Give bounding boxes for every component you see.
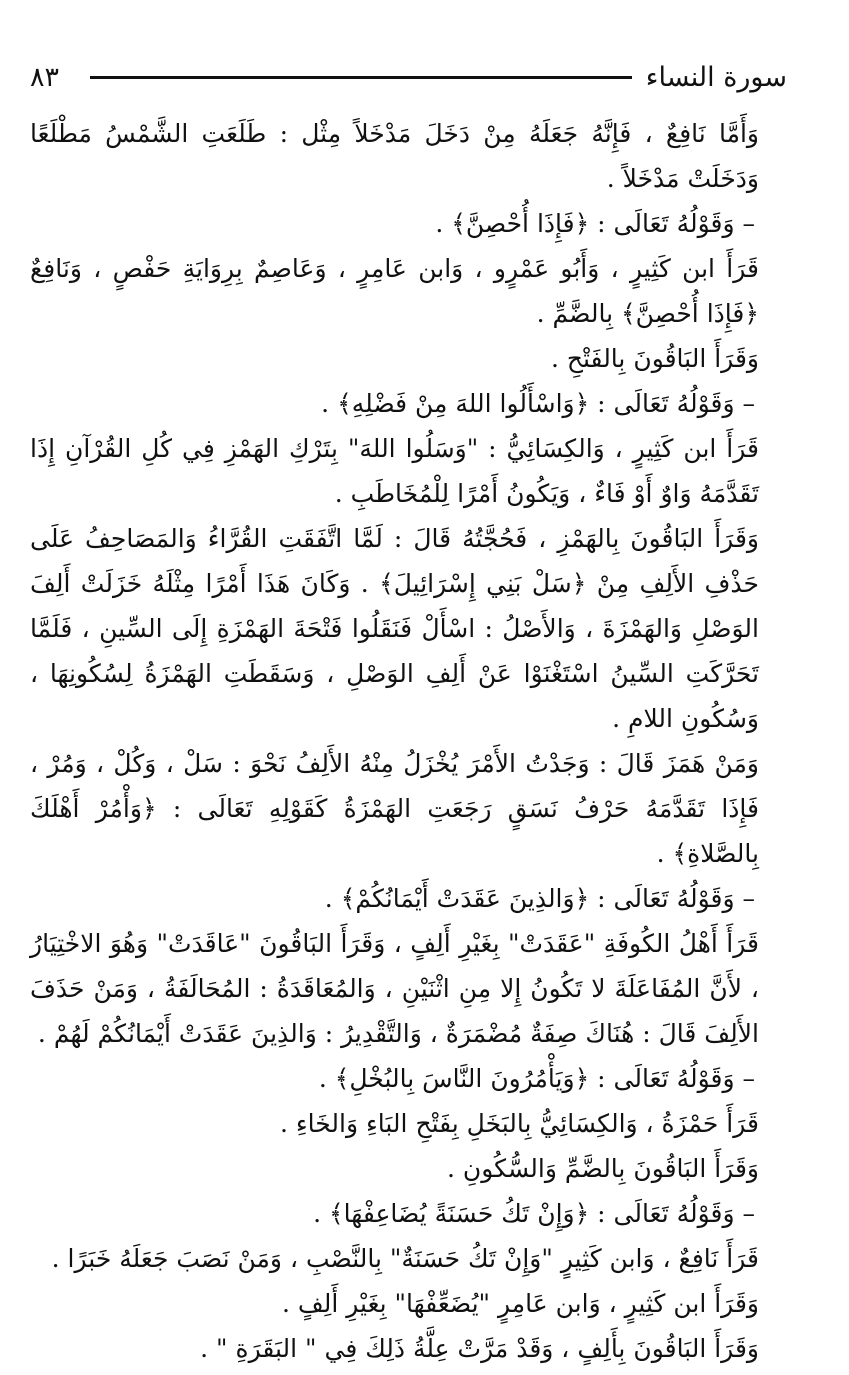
paragraph: وَأَمَّا نَافِعٌ ، فَإِنَّهُ جَعَلَهُ مِنْ دَخَلَ مَدْخَلاً مِثْل : طَلَعَتِ الشَّمْسُ مَطْلَعًا وَدَخَلَتْ مَدْخَلاً . (30, 119, 759, 193)
page-body (30, 111, 787, 1371)
page-number: ٨٣ (30, 61, 60, 93)
paragraph: قَرَأَ حَمْزَةُ ، وَالكِسَائِيُّ بِالبَخَلِ بِفَتْحِ البَاءِ وَالخَاءِ . (280, 1109, 759, 1138)
paragraph: قَرَأَ ابن كَثِيرٍ ، وَالكِسَائِيُّ : "وَسَلُوا اللهَ" بِتَرْكِ الهَمْزِ فِي كُلِ القُرْآنِ إِذَا تَقَدَّمَهُ وَاوٌ أَوْ فَاءٌ ، وَيَكُونُ أَمْرًا لِلْمُخَاطَبِ . (30, 434, 759, 508)
paragraph: قَرَأَ ابن كَثِيرٍ ، وَأَبُو عَمْرٍو ، وَابن عَامِرٍ ، وَعَاصِمٌ بِرِوَايَةِ حَفْصٍ ، وَنَافِعٌ ﴿فَإِذَا أُحْصِنَّ﴾ بِالضَّمِّ . (30, 254, 760, 328)
paragraph: وَقَرَأَ البَاقُونَ بِأَلِفٍ ، وَقَدْ مَرَّتْ عِلَّةُ ذَلِكَ فِي " البَقَرَةِ " . (200, 1334, 759, 1363)
page-header (30, 58, 787, 96)
verse-heading: – وَقَوْلُهُ تَعَالَى : ﴿وَإِنْ تَكُ حَسَنَةً يُضَاعِفْهَا﴾ . (313, 1199, 755, 1228)
paragraph: وَقَرَأَ البَاقُونَ بِالضَّمِّ وَالسُّكُونِ . (447, 1154, 759, 1183)
paragraph: وَقَرَأَ البَاقُونَ بِالفَتْحِ . (550, 344, 759, 373)
verse-heading: – وَقَوْلُهُ تَعَالَى : ﴿وَالذِينَ عَقَدَتْ أَيْمَانُكُمْ﴾ . (324, 884, 755, 913)
paragraph: قَرَأَ أَهْلُ الكُوفَةِ "عَقَدَتْ" بِغَيْرِ أَلِفٍ ، وَقَرَأَ البَاقُونَ "عَاقَدَتْ" وَهُوَ الاخْتِيَارُ ، لأَنَّ المُفَاعَلَةَ لا تَكُونُ إِلا مِنِ اثْنَيْنِ ، وَالمُعَاقَدَةُ : المُحَالَفَةُ ، وَمَنْ حَذَفَ الأَلِفَ قَالَ : هُنَاكَ صِفَةٌ مُضْمَرَةٌ ، وَالتَّقْدِيرُ : وَالذِينَ عَقَدَتْ أَيْمَانُكُمْ لَهُمْ . (30, 929, 759, 1048)
verse-heading: – وَقَوْلُهُ تَعَالَى : ﴿وَاسْأَلُوا اللهَ مِنْ فَضْلِهِ﴾ . (321, 389, 755, 418)
verse-heading: – وَقَوْلُهُ تَعَالَى : ﴿فَإِذَا أُحْصِنَّ﴾ . (435, 209, 755, 238)
header-rule (90, 76, 632, 79)
paragraph: وَقَرَأَ البَاقُونَ بِالهَمْزِ ، فَحُجَّتُهُ قَالَ : لَمَّا اتَّفَقَتِ القُرَّاءُ وَالمَصَاحِفُ عَلَى حَذْفِ الأَلِفِ مِنْ ﴿سَلْ بَنِي إِسْرَائِيلَ﴾ . وَكَانَ هَذَا أَمْرًا مِثْلَهُ خَزَلَتْ أَلِفَ الوَصْلِ وَالهَمْزَةَ ، وَالأَصْلُ : اسْأَلْ فَنَقَلُوا فَتْحَةَ الهَمْزَةِ إِلَى السِّينِ ، فَلَمَّا تَحَرَّكَتِ السِّينُ اسْتَغْنَوْا عَنْ أَلِفِ الوَصْلِ ، وَسَقَطَتِ الهَمْزَةُ لِسُكُونِهَا ، وَسُكُونِ اللامِ . (30, 524, 759, 733)
surah-title: سورة النساء (645, 61, 787, 93)
paragraph: وَمَنْ هَمَزَ قَالَ : وَجَدْتُ الأَمْرَ يُخْزَلُ مِنْهُ الأَلِفُ نَحْوَ : سَلْ ، وَكُلْ ، وَمُرْ ، فَإِذَا تَقَدَّمَهُ حَرْفُ نَسَقٍ رَجَعَتِ الهَمْزَةُ كَقَوْلِهِ تَعَالَى : ﴿وَأْمُرْ أَهْلَكَ بِالصَّلاةِ﴾ . (30, 749, 759, 868)
paragraph: قَرَأَ نَافِعٌ ، وَابن كَثِيرٍ "وَإِنْ تَكُ حَسَنَةٌ" بِالنَّصْبِ ، وَمَنْ نَصَبَ جَعَلَهُ خَبَرًا . (51, 1244, 759, 1273)
paragraph: وَقَرَأَ ابن كَثِيرٍ ، وَابن عَامِرٍ "يُضَعِّفْهَا" بِغَيْرِ أَلِفٍ . (281, 1289, 759, 1318)
verse-heading: – وَقَوْلُهُ تَعَالَى : ﴿وَيَأْمُرُونَ النَّاسَ بِالبُخْلِ﴾ . (318, 1064, 755, 1093)
